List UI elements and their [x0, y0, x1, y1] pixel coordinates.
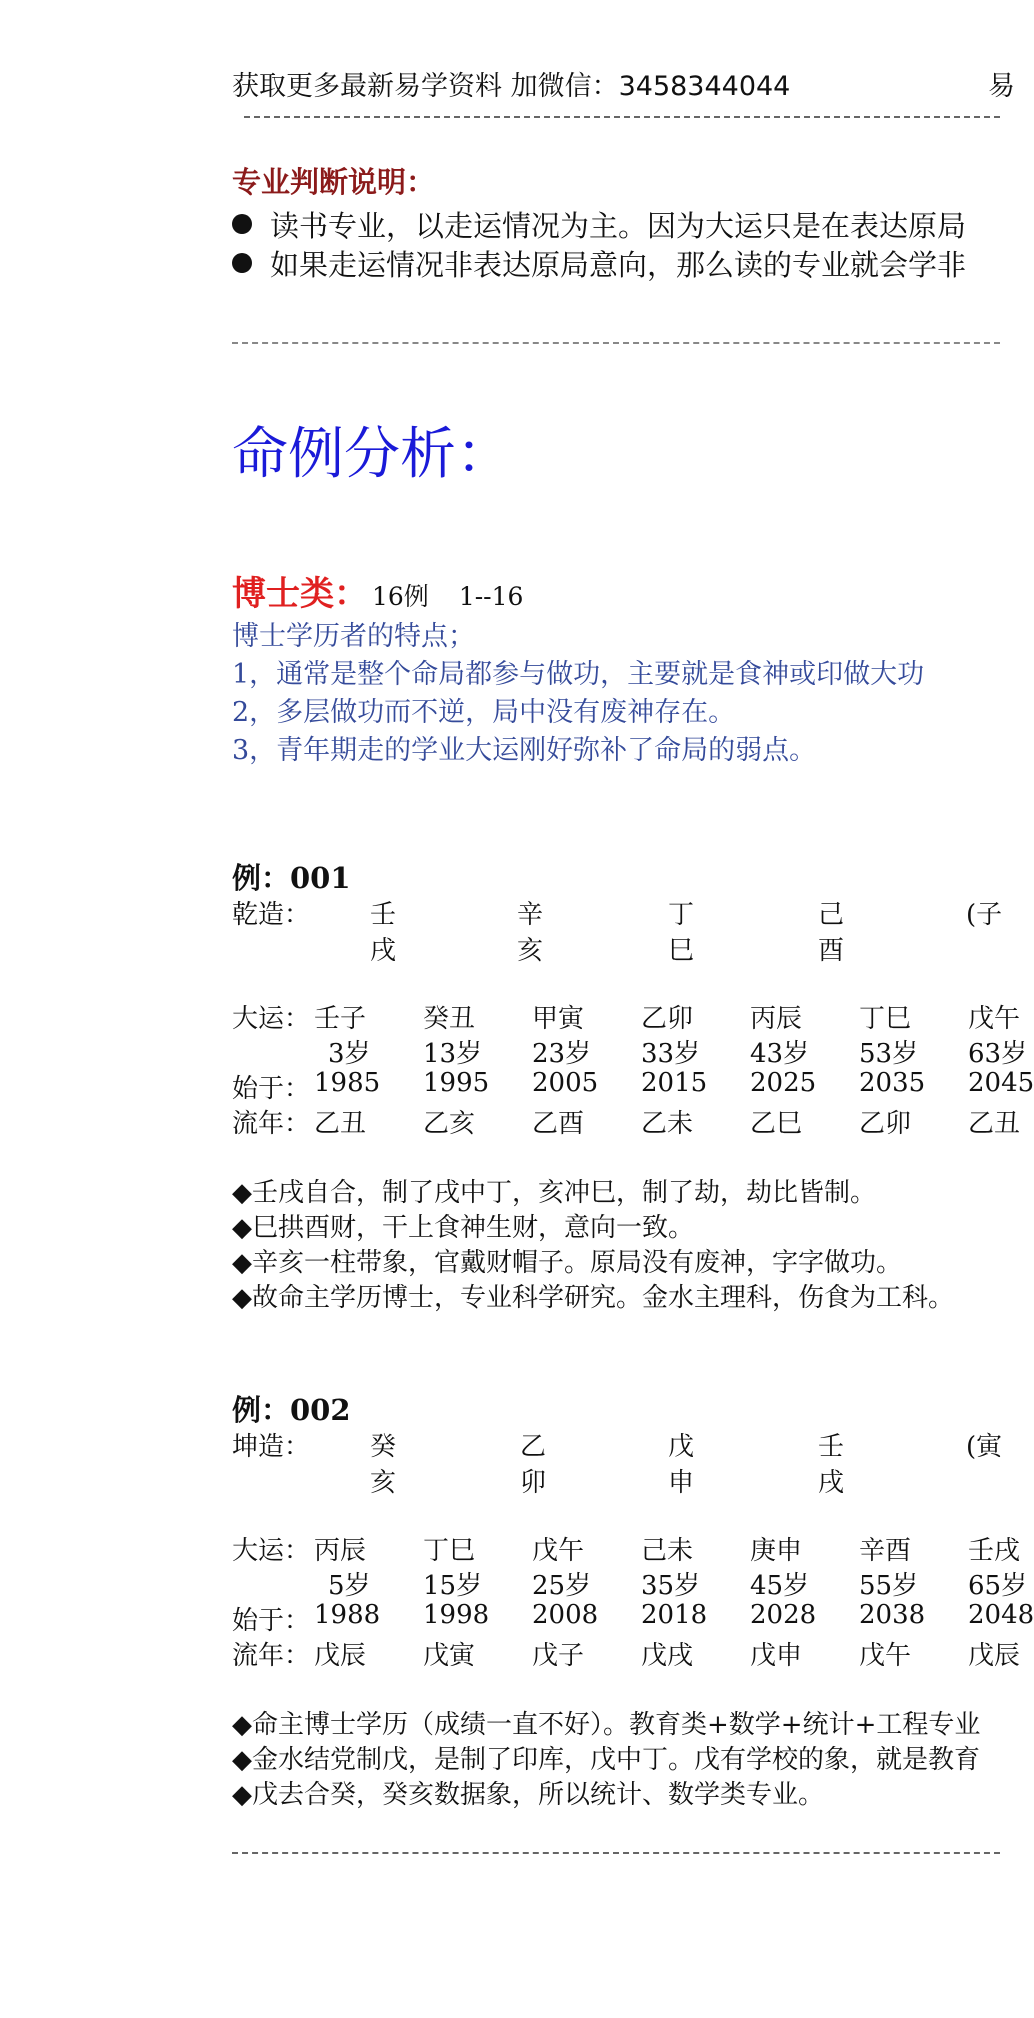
category-traits-title: 博士学历者的特点；: [232, 621, 475, 652]
age-item: 23岁: [532, 1039, 592, 1069]
dayun-item: 丁巳: [859, 1004, 912, 1034]
age-item: 43岁: [750, 1039, 810, 1069]
start-year: 2045: [968, 1068, 1034, 1098]
case-title: 例：002: [232, 1393, 351, 1427]
bullet-dot-icon: [232, 214, 252, 234]
branch-year: 戌: [370, 936, 397, 966]
dayun-item: 壬子: [314, 1004, 367, 1034]
start-year: 2025: [750, 1068, 817, 1098]
age-item: 13岁: [423, 1039, 483, 1069]
header-text: 获取更多最新易学资料 加微信：3458344044: [232, 71, 791, 102]
chart-stems-row: [0, 894, 1003, 930]
dayun-item: 庚申: [750, 1536, 803, 1566]
age-item: 15岁: [423, 1571, 483, 1601]
liunian-item: 乙巳: [750, 1109, 803, 1139]
dayun-item: 戊午: [968, 1004, 1021, 1034]
gender-label: 坤造：: [232, 1432, 311, 1462]
age-item: 3岁: [328, 1039, 371, 1069]
category-trait: 2，多层做功而不逆，局中没有废神存在。: [232, 697, 736, 728]
notes-divider: [232, 342, 1000, 344]
start-year: 2018: [641, 1600, 708, 1630]
start-year: 1995: [423, 1068, 490, 1098]
dayun-row: [0, 998, 1021, 1034]
analysis-line: ◆命主博士学历（成绩一直不好）。教育类+数学+统计+工程专业: [232, 1710, 981, 1740]
stem-month: 辛: [517, 900, 544, 930]
category-title: 博士类：: [232, 574, 368, 614]
stem-year: 癸: [370, 1432, 397, 1462]
age-item: 25岁: [532, 1571, 592, 1601]
analysis-line: ◆巳拱酉财，干上食神生财，意向一致。: [232, 1213, 694, 1243]
header-divider: [244, 116, 1000, 118]
notes-bullet-item: [232, 204, 966, 245]
analysis-line: ◆故命主学历博士，专业科学研究。金水主理科，伤食为工科。: [232, 1283, 954, 1313]
liunian-item: 戊戌: [641, 1641, 694, 1671]
category-trait: 1，通常是整个命局都参与做功，主要就是食神或印做大功: [232, 659, 925, 690]
liunian-item: 乙亥: [423, 1109, 476, 1139]
liunian-item: 乙丑: [314, 1109, 367, 1139]
age-item: 63岁: [968, 1039, 1028, 1069]
category-range: 1--16: [458, 582, 524, 611]
branch-hour: 酉: [818, 936, 845, 966]
stem-day: 丁: [668, 900, 695, 930]
start-year: 1988: [314, 1600, 381, 1630]
start-year-row: [0, 1068, 1034, 1104]
chart-branches-row: [0, 930, 1000, 964]
age-item: 35岁: [641, 1571, 701, 1601]
stem-year: 壬: [370, 900, 397, 930]
branch-month: 亥: [517, 936, 544, 966]
dayun-item: 己未: [641, 1536, 694, 1566]
category-header: [232, 566, 523, 615]
start-year: 2008: [532, 1600, 599, 1630]
analysis-line: ◆辛亥一柱带象，官戴财帽子。原局没有废神，字字做功。: [232, 1248, 902, 1278]
liunian-label: 流年：: [232, 1109, 311, 1139]
branch-year: 亥: [370, 1468, 397, 1498]
notes-bullet-text: 读书专业，以走运情况为主。因为大运只是在表达原局: [270, 209, 967, 243]
start-year: 1985: [314, 1068, 381, 1098]
start-label: 始于：: [232, 1606, 311, 1636]
liunian-item: 戊子: [532, 1641, 585, 1671]
gender-label: 乾造：: [232, 900, 311, 930]
chart-branches-row: [0, 1462, 1000, 1496]
age-item: 45岁: [750, 1571, 810, 1601]
header-right-fragment: 易: [988, 71, 1015, 102]
dayun-item: 壬戌: [968, 1536, 1021, 1566]
age-item: 53岁: [859, 1039, 919, 1069]
liunian-row: [0, 1103, 1021, 1139]
liunian-item: 戊寅: [423, 1641, 476, 1671]
branch-day: 申: [668, 1468, 695, 1498]
start-year: 1998: [423, 1600, 490, 1630]
analysis-line: ◆戊去合癸，癸亥数据象，所以统计、数学类专业。: [232, 1780, 824, 1810]
start-year-row: [0, 1600, 1034, 1636]
dayun-item: 丙辰: [314, 1536, 367, 1566]
category-trait: 3，青年期走的学业大运刚好弥补了命局的弱点。: [232, 735, 817, 766]
age-item: 55岁: [859, 1571, 919, 1601]
age-row: [0, 1565, 1028, 1601]
branch-hour: 戌: [818, 1468, 845, 1498]
stem-hour: 己: [818, 900, 845, 930]
dayun-label: 大运：: [232, 1004, 311, 1034]
liunian-item: 戊申: [750, 1641, 803, 1671]
case-title: 例：001: [232, 861, 351, 895]
branch-day: 巳: [668, 936, 695, 966]
liunian-item: 乙卯: [859, 1109, 912, 1139]
branch-month: 卯: [520, 1468, 547, 1498]
dayun-item: 丙辰: [750, 1004, 803, 1034]
dayun-item: 乙卯: [641, 1004, 694, 1034]
dayun-row: [0, 1530, 1021, 1566]
dayun-item: 戊午: [532, 1536, 585, 1566]
liunian-item: 乙酉: [532, 1109, 585, 1139]
start-year: 2015: [641, 1068, 708, 1098]
liunian-item: 戊辰: [968, 1641, 1021, 1671]
dayun-item: 丁巳: [423, 1536, 476, 1566]
liunian-row: [0, 1635, 1021, 1671]
liunian-item: 戊辰: [314, 1641, 367, 1671]
stem-month: 乙: [520, 1432, 547, 1462]
start-year: 2038: [859, 1600, 926, 1630]
dayun-item: 甲寅: [532, 1004, 585, 1034]
start-label: 始于：: [232, 1074, 311, 1104]
age-item: 33岁: [641, 1039, 701, 1069]
analysis-line: ◆金水结党制戊，是制了印库，戊中丁。戊有学校的象，就是教育: [232, 1745, 980, 1775]
category-count: 16例: [372, 582, 429, 611]
stem-day: 戊: [668, 1432, 695, 1462]
start-year: 2028: [750, 1600, 817, 1630]
liunian-item: 戊午: [859, 1641, 912, 1671]
age-item: 65岁: [968, 1571, 1028, 1601]
dayun-item: 辛酉: [859, 1536, 912, 1566]
age-row: [0, 1033, 1028, 1069]
notes-title: 专业判断说明：: [232, 165, 436, 199]
section-title: 命例分析：: [232, 422, 512, 487]
notes-bullet-item: [232, 243, 966, 284]
age-item: 5岁: [328, 1571, 371, 1601]
footer-divider: [232, 1852, 1000, 1854]
dayun-label: 大运：: [232, 1536, 311, 1566]
chart-stems-row: [0, 1426, 1003, 1462]
start-year: 2005: [532, 1068, 599, 1098]
dayun-item: 癸丑: [423, 1004, 476, 1034]
liunian-item: 乙未: [641, 1109, 694, 1139]
liunian-item: 乙丑: [968, 1109, 1021, 1139]
notes-bullet-text: 如果走运情况非表达原局意向，那么读的专业就会学非: [270, 248, 967, 282]
stem-hour: 壬: [818, 1432, 845, 1462]
kong-wang: (子: [966, 900, 1003, 930]
liunian-label: 流年：: [232, 1641, 311, 1671]
analysis-line: ◆壬戌自合，制了戌中丁，亥冲巳，制了劫，劫比皆制。: [232, 1178, 876, 1208]
start-year: 2035: [859, 1068, 926, 1098]
kong-wang: (寅: [966, 1432, 1003, 1462]
bullet-dot-icon: [232, 253, 252, 273]
start-year: 2048: [968, 1600, 1034, 1630]
